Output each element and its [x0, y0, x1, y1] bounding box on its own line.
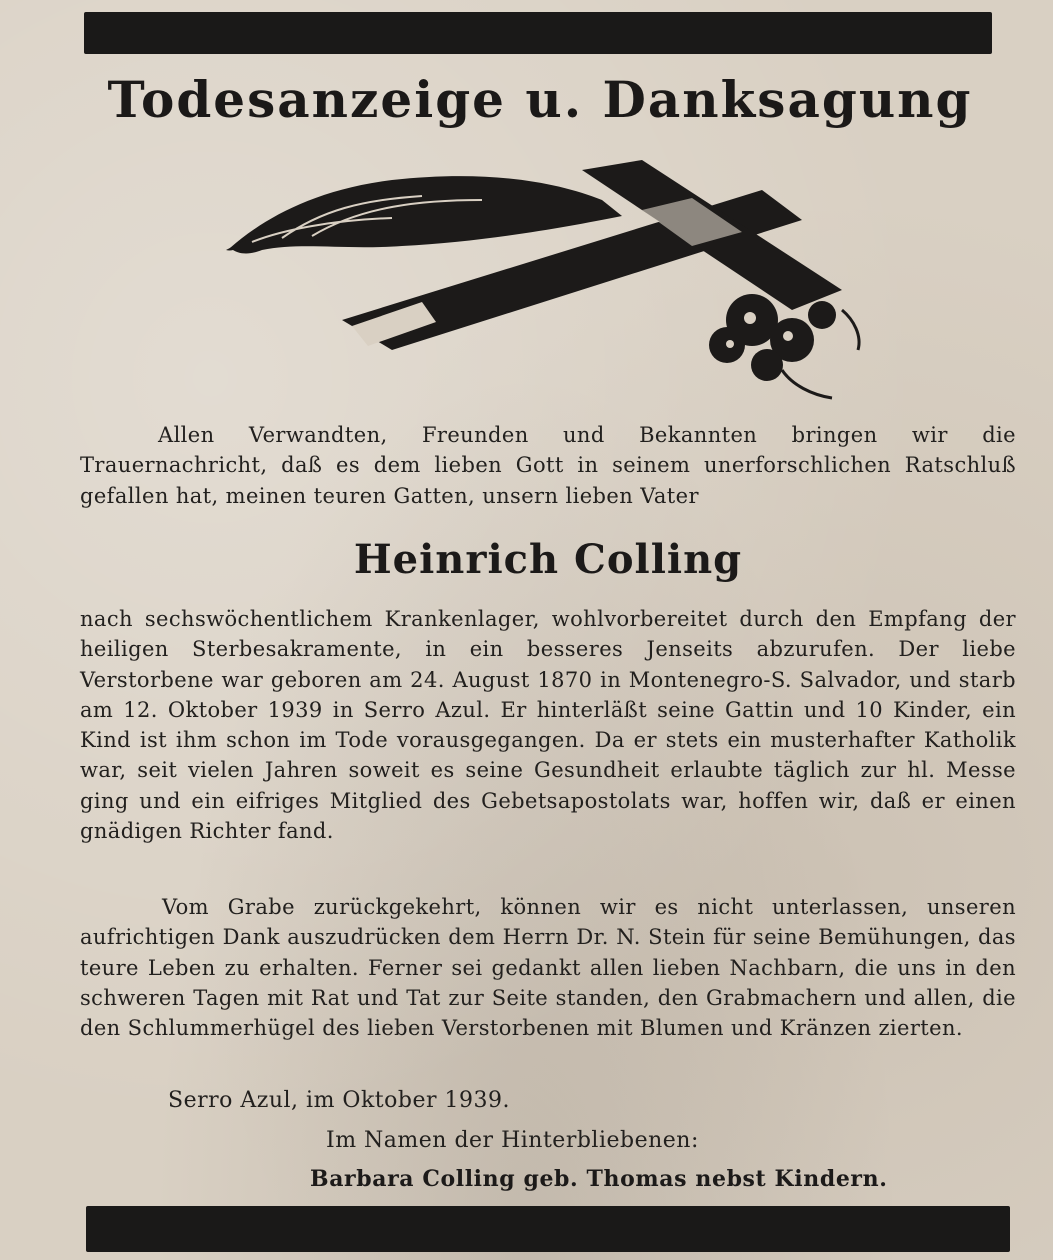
cross-with-palm-and-flowers-icon	[222, 150, 872, 410]
deceased-name: Heinrich Colling	[353, 536, 743, 583]
thanks-paragraph: Vom Grabe zurückgekehrt, können wir es nicht unterlassen, unseren aufrichtigen Dank auszudrücken dem Herrn Dr. N. Stein für seine Bemühungen, das teure Leben zu erhalten. Ferner sei gedankt allen lieben Nachbarn, die uns in den schweren Tagen mit Rat und Tat zur Seite standen, den Grabmachern und allen, die den Schlummerhügel des lieben Verstorbenen mit Blumen und Kränzen zierten.	[80, 895, 1016, 1041]
announcement-paragraph: Allen Verwandten, Freunden und Bekannten bringen wir die Trauernachricht, daß es dem lieben Gott in seinem unerforschlichen Ratschluß gefallen hat, meinen teuren Gatten, unsern lieben Vater	[80, 423, 1016, 508]
signoff-names: Barbara Colling geb. Thomas nebst Kindern.	[310, 1166, 888, 1192]
top-black-rule	[84, 12, 992, 54]
bottom-black-rule	[86, 1206, 1010, 1252]
signoff-intro: Im Namen der Hinterbliebenen:	[326, 1128, 699, 1153]
headline: Todesanzeige u. Danksagung	[107, 70, 973, 129]
place-and-date: Serro Azul, im Oktober 1939.	[168, 1088, 510, 1113]
biography-paragraph: nach sechswöchentlichem Krankenlager, wohlvorbereitet durch den Empfang der heiligen Sterbesakramente, in ein besseres Jenseits abzurufen. Der liebe Verstorbene war geboren am 24. August 1870 in Montenegro-S. Salvador, und starb am 12. Oktober 1939 in Serro Azul. Er hinterläßt seine Gattin und 10 Kinder, ein Kind ist ihm schon im Tode vorausgegangen. Da er stets ein musterhafter Katholik war, seit vielen Jahren soweit es seine Gesundheit erlaubte täglich zur hl. Messe ging und ein eifriges Mitglied des Gebetsapostolats war, hoffen wir, daß er einen gnädigen Richter fand.	[80, 607, 1016, 844]
